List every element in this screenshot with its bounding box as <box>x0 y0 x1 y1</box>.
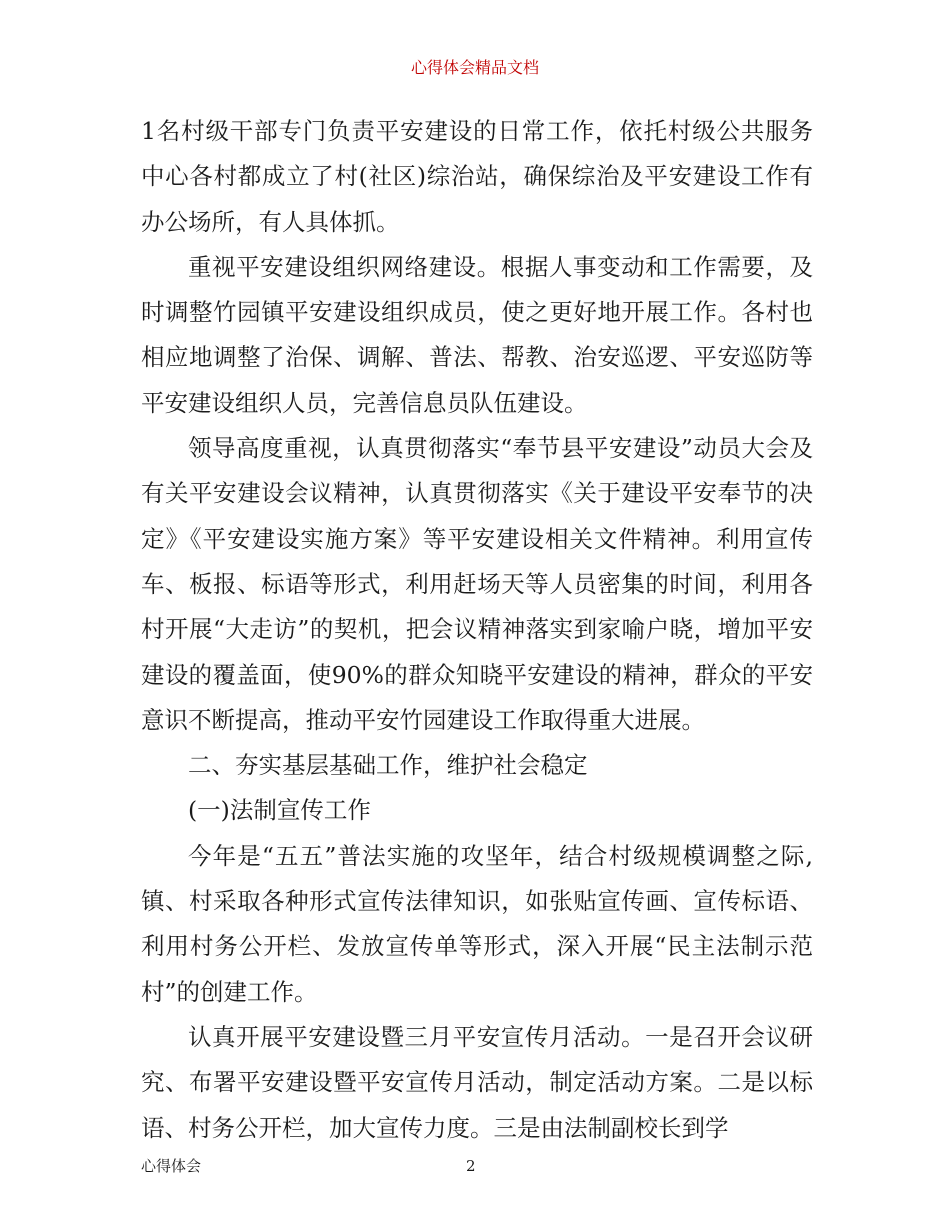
page-number: 2 <box>466 1157 476 1175</box>
footer-label: 心得体会 <box>141 1157 202 1175</box>
paragraph-5: 认真开展平安建设暨三月平安宣传月活动。一是召开会议研究、布署平安建设暨平安宣传月活动，制定活动方案。二是以标语、村务公开栏，加大宣传力度。三是由法制副校长到学 <box>141 1022 813 1142</box>
subsection-heading: (一)法制宣传工作 <box>188 796 371 825</box>
document-header: 心得体会精品文档 <box>410 58 539 77</box>
paragraph-1: 1名村级干部专门负责平安建设的日常工作，依托村级公共服务中心各村都成立了村(社区)综治站，确保综治及平安建设工作有办公场所，有人具体抓。 <box>141 117 813 236</box>
section-heading: 二、夯实基层基础工作，维护社会稳定 <box>188 751 588 780</box>
document-body <box>141 109 813 1151</box>
paragraph-3: 领导高度重视，认真贯彻落实“奉节县平安建设”动员大会及有关平安建设会议精神，认真贯彻落实《关于建设平安奉节的决定》《平安建设实施方案》等平安建设相关文件精神。利用宣传车、板报、标语等形式，利用赶场天等人员密集的时间，利用各村开展“大走访”的契机，把会议精神落实到家喻户晓，增加平安建设的覆盖面，使90%的群众知晓平安建设的精神，群众的平安意识不断提高，推动平安竹园建设工作取得重大进展。 <box>141 434 813 734</box>
paragraph-4: 今年是“五五”普法实施的攻坚年，结合村级规模调整之际,镇、村采取各种形式宣传法律知识，如张贴宣传画、宣传标语、利用村务公开栏、发放宣传单等形式，深入开展“民主法制示范村”的创建工作。 <box>141 841 813 1006</box>
paragraph-2: 重视平安建设组织网络建设。根据人事变动和工作需要，及时调整竹园镇平安建设组织成员，使之更好地开展工作。各村也相应地调整了治保、调解、普法、帮教、治安巡逻、平安巡防等平安建设组织人员，完善信息员队伍建设。 <box>141 252 813 417</box>
